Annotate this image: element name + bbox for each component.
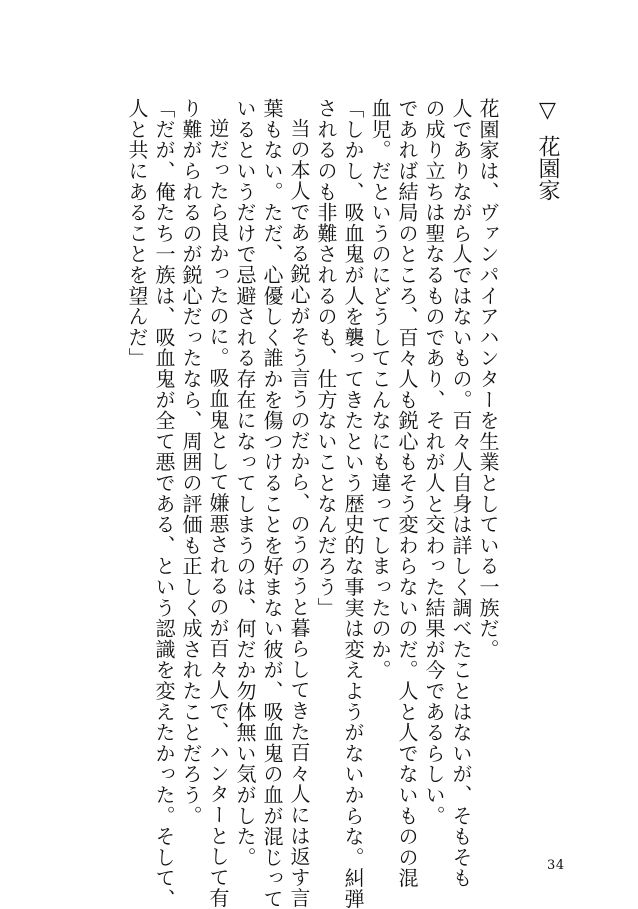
text-line: り難がられるのが鋭心だったなら、周囲の評価も正しく成されたことだろう。 bbox=[179, 98, 203, 826]
text-line: いるというだけで忌避される存在になってしまうのは、何だか勿体無い気がした。 bbox=[233, 98, 257, 868]
text-line: 当の本人である鋭心がそう言うのだから、のうのうと暮らしてきた百々人には返す言 bbox=[287, 118, 311, 909]
text-line: 「しかし、吸血鬼が人を襲ってきたという歴史的な事実は変えようがないからな。糾弾 bbox=[341, 98, 365, 909]
text-line: 逆だったら良かったのに。吸血鬼として嫌悪されるのが百々人で、ハンターとして有 bbox=[206, 118, 230, 909]
text-line: 血児。だというのにどうしてこんなにも違ってしまったのか。 bbox=[368, 98, 392, 681]
text-line: 葉もない。ただ、心優しく誰かを傷つけることを好まない彼が、吸血鬼の血が混じって bbox=[260, 98, 284, 909]
text-line: 花園家は、ヴァンパイアハンターを生業としている一族だ。 bbox=[476, 98, 500, 660]
text-line: されるのも非難されるのも、仕方ないことなんだろう」 bbox=[314, 98, 338, 618]
text-line: の成り立ちは聖なるものであり、それが人と交わった結果が今であるらしい。 bbox=[422, 98, 446, 826]
text-line: 「だが、俺たち一族は、吸血鬼が全て悪である、という認識を変えたかった。そして、 bbox=[152, 98, 176, 909]
section-heading bbox=[532, 98, 562, 201]
text-line: 人でありながら人ではないもの。百々人自身は詳しく調べたことはないが、そもそも bbox=[449, 98, 473, 889]
triangle-marker-icon: ▽ bbox=[535, 98, 560, 123]
text-line: 人と共にあることを望んだ」 bbox=[125, 98, 149, 369]
section-title: 花園家 bbox=[535, 135, 560, 201]
text-line: であれば結局のところ、百々人も鋭心もそう変わらないのだ。人と人でないものの混 bbox=[395, 98, 419, 889]
page-number: 34 bbox=[547, 858, 565, 873]
